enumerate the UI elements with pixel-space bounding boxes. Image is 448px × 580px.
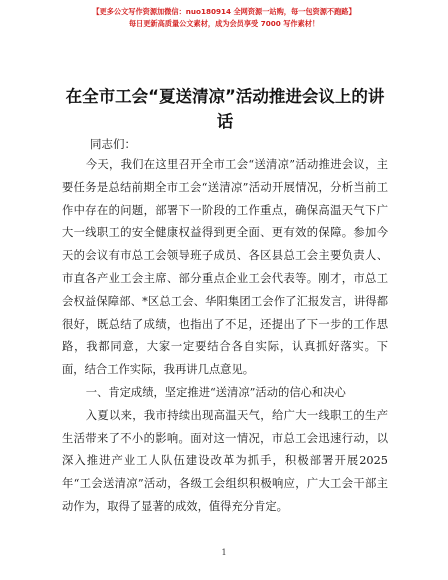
document-title: 在全市工会“夏送清凉”活动推进会议上的讲话 [65,87,385,131]
page-number: 1 [221,548,227,557]
document-body [62,154,388,519]
promo-banner-line-2: 每日更新高质量公文素材，成为会员享受 7000 写作素材！ [128,19,320,28]
promo-banner-line-1: 【更多公文写作资源加微信：nuo180914 全网资源一站购，每一包资源不跑路】 [92,7,356,16]
promo-banner [0,6,448,30]
body-paragraph-2: 入夏以来，我市持续出现高温天气，给广大一线职工的生产生活带来了不小的影响。面对这一情况，市总工会迅速行动，以深入推进产业工人队伍建设改革为抓手，积极部署开展2025 年“工会送清凉”活动，各级工会组织积极响应，广大工会干部主动作为，取得了显著的成效，值得充分肯定。 [62,408,388,513]
body-paragraph-1: 今天，我们在这里召开全市工会“送清凉”活动推进会议，主要任务是总结前期全市工会“送清凉”活动开展情况，分析当前工作中存在的问题，部署下一阶段的工作重点，确保高温天气下广大一线职工的安全健康权益得到更全面、更有效的保障。参加今天的会议有市总工会领导班子成员、各区县总工会主要负责人、市直各产业工会主席、部分重点企业工会代表等。刚才，市总工会权益保障部、*区总工会、华阳集团工会作了汇报发言，讲得都很好，既总结了成绩，也指出了不足，还提出了下一步的工作思路，我都同意，大家一定要结合各自实际，认真抓好落实。下面，结合工作实际，我再讲几点意见。 [62,158,388,377]
salutation: 同志们： [90,137,136,151]
section-heading-1: 一、肯定成绩，坚定推进“送清凉”活动的信心和决心 [85,385,346,399]
